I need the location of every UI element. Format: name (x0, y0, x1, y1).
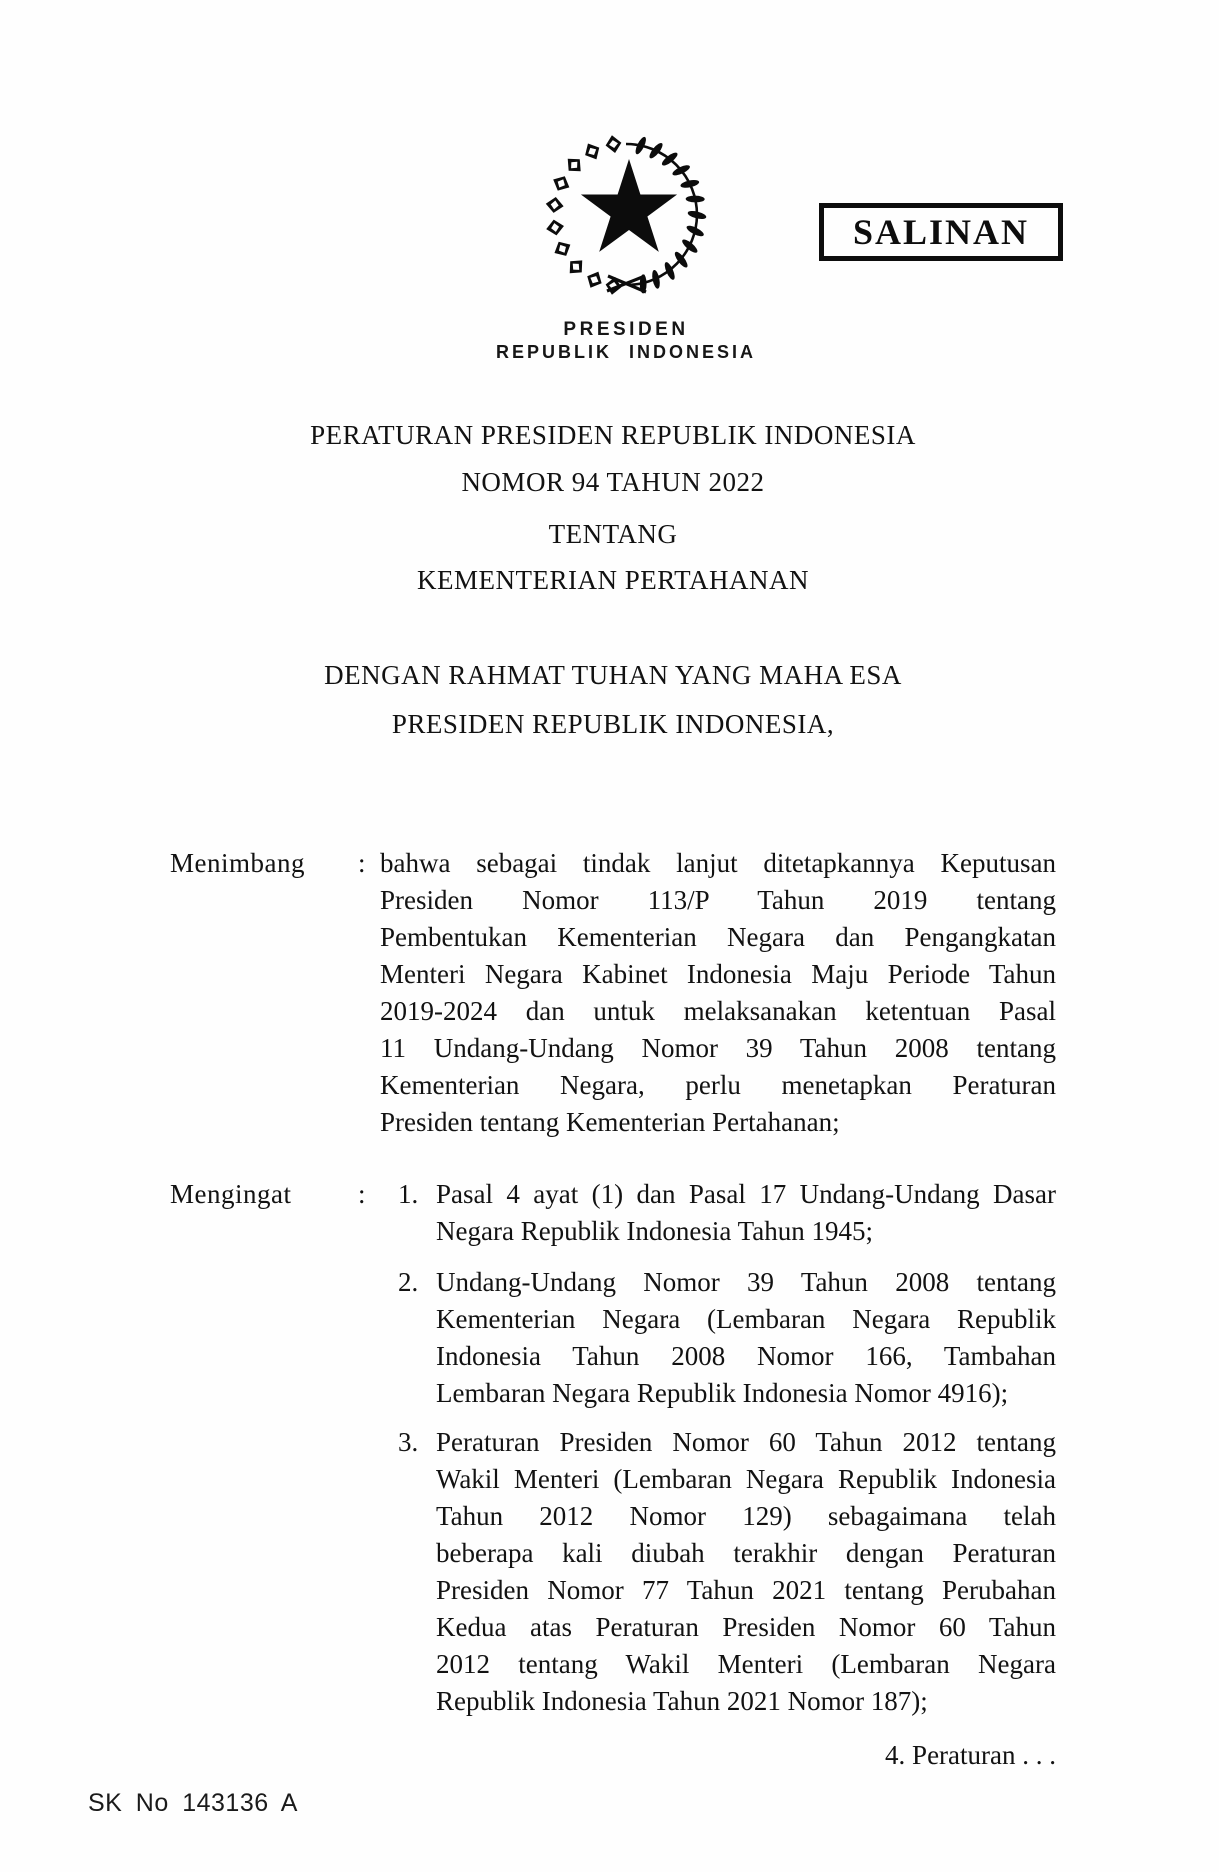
salinan-stamp: SALINAN (819, 203, 1063, 261)
text-line: Negara Republik Indonesia Tahun 1945; (436, 1216, 874, 1246)
preamble-invocation: DENGAN RAHMAT TUHAN YANG MAHA ESA (324, 660, 902, 690)
regulation-number: NOMOR 94 TAHUN 2022 (461, 467, 765, 497)
mengingat-colon: : (358, 1179, 366, 1209)
text-line: Undang-Undang Nomor 39 Tahun 2008 tentang (436, 1267, 1056, 1297)
item-number: 1. (398, 1179, 419, 1209)
text-line: 2012 tentang Wakil Menteri (Lembaran Negara (436, 1649, 1056, 1679)
item-text (398, 1176, 1056, 1250)
regulation-title: PERATURAN PRESIDEN REPUBLIK INDONESIA (310, 420, 916, 450)
item-number: 3. (398, 1427, 419, 1457)
preamble-authority: PRESIDEN REPUBLIK INDONESIA, (391, 709, 835, 739)
text-line: Wakil Menteri (Lembaran Negara Republik Indonesia (436, 1464, 1056, 1494)
mengingat-item-3 (398, 1424, 1056, 1720)
regulation-tentang: TENTANG (548, 519, 678, 549)
text-line: Presiden Nomor 113/P Tahun 2019 tentang (380, 885, 1056, 915)
menimbang-colon: : (358, 848, 366, 878)
text-line: Lembaran Negara Republik Indonesia Nomor 4916); (436, 1378, 1009, 1408)
text-line: Kedua atas Peraturan Presiden Nomor 60 Tahun (436, 1612, 1056, 1642)
text-line: 2019-2024 dan untuk melaksanakan ketentuan Pasal (380, 996, 1056, 1026)
text-line: Peraturan Presiden Nomor 60 Tahun 2012 tentang (436, 1427, 1056, 1457)
mengingat-item-2 (398, 1264, 1056, 1412)
text-line: 11 Undang-Undang Nomor 39 Tahun 2008 tentang (380, 1033, 1056, 1063)
item-number: 2. (398, 1267, 419, 1297)
text-line: Menteri Negara Kabinet Indonesia Maju Periode Tahun (380, 959, 1056, 989)
text-line: Presiden tentang Kementerian Pertahanan; (380, 1107, 840, 1137)
text-line: Tahun 2012 Nomor 129) sebagaimana telah (436, 1501, 1056, 1531)
mengingat-item-1 (398, 1176, 1056, 1250)
regulation-subject: KEMENTERIAN PERTAHANAN (417, 565, 809, 595)
text-line: Kementerian Negara, perlu menetapkan Peraturan (380, 1070, 1056, 1100)
text-line: bahwa sebagai tindak lanjut ditetapkannya Keputusan (380, 848, 1056, 878)
letterhead-republik-indonesia: REPUBLIK INDONESIA (495, 342, 756, 362)
text-line: Indonesia Tahun 2008 Nomor 166, Tambahan (436, 1341, 1056, 1371)
text-line: Pembentukan Kementerian Negara dan Pengangkatan (380, 922, 1056, 952)
menimbang-label: Menimbang (170, 848, 305, 878)
menimbang-paragraph (380, 845, 1056, 1141)
page-catchword: 4. Peraturan . . . (885, 1740, 1056, 1770)
text-line: Kementerian Negara (Lembaran Negara Republik (436, 1304, 1056, 1334)
presidential-emblem-icon (543, 133, 709, 297)
text-line: Republik Indonesia Tahun 2021 Nomor 187); (436, 1686, 928, 1716)
text-line: Pasal 4 ayat (1) dan Pasal 17 Undang-Undang Dasar (436, 1179, 1056, 1209)
letterhead-presiden: PRESIDEN (563, 319, 689, 340)
item-text (398, 1264, 1056, 1412)
mengingat-label: Mengingat (170, 1179, 292, 1209)
footer-sk-number: SK No 143136 A (88, 1789, 298, 1817)
item-text (398, 1424, 1056, 1720)
text-line: beberapa kali diubah terakhir dengan Peraturan (436, 1538, 1056, 1568)
text-line: Presiden Nomor 77 Tahun 2021 tentang Perubahan (436, 1575, 1056, 1605)
